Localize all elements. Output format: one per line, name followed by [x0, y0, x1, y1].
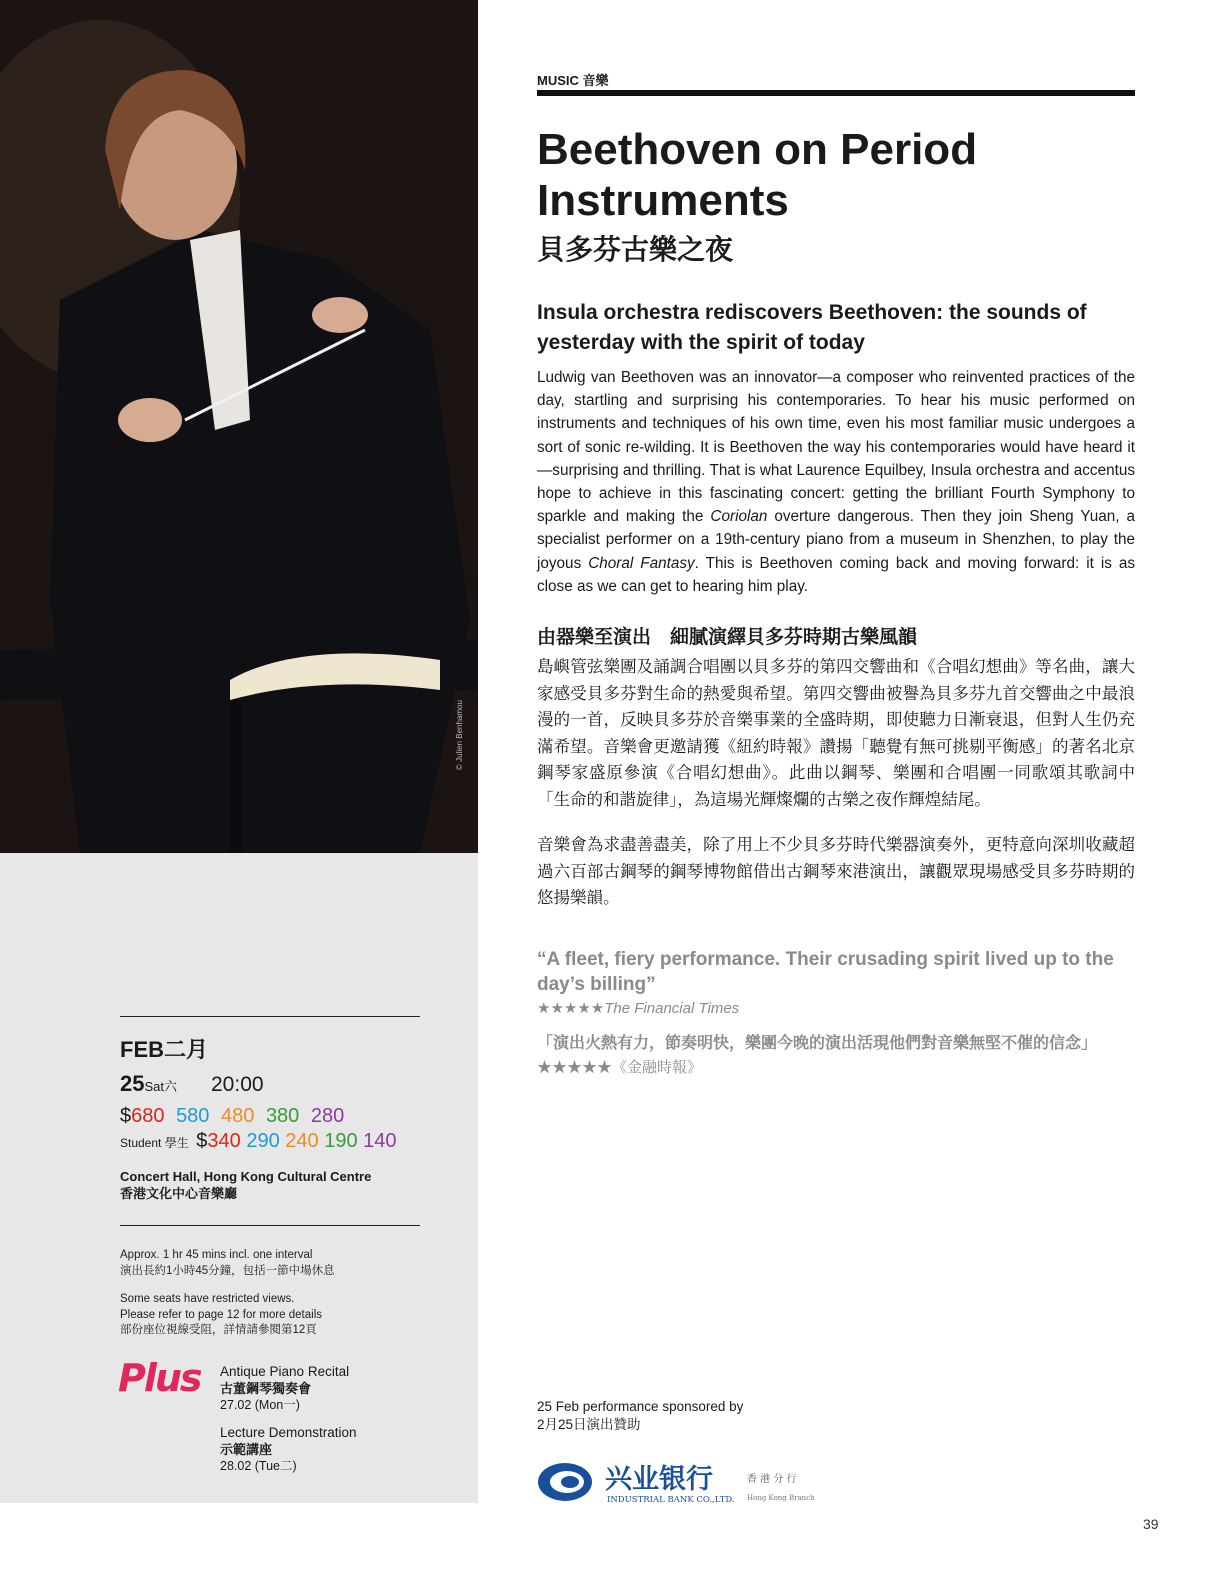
duration-en: Approx. 1 hr 45 mins incl. one interval: [120, 1249, 313, 1261]
plus-event-date: 27.02 (Mon一): [220, 1398, 300, 1412]
header-rule: [537, 90, 1135, 96]
bank-name-zh: 兴业银行: [605, 1464, 713, 1495]
student-prices: [120, 1130, 397, 1153]
bank-name-en: INDUSTRIAL BANK CO.,LTD.: [607, 1495, 735, 1505]
student-label: Student 學生: [120, 1136, 189, 1150]
plus-event-date: 28.02 (Tue二): [220, 1459, 297, 1473]
zh-heading: 由器樂至演出 細膩演繹貝多芬時期古樂風韻: [537, 627, 918, 648]
plus-event-title-zh: 古董鋼琴獨奏會: [220, 1381, 312, 1396]
review-source-zh: 《金融時報》: [612, 1059, 703, 1076]
price-1: 680: [131, 1105, 165, 1127]
zh-paragraph-1: 島嶼管弦樂團及誦調合唱團以貝多芬的第四交響曲和《合唱幻想曲》等名曲，讓大家感受貝多芬對生命的熱愛與希望。第四交響曲被譽為貝多芬九首交響曲之中最浪漫的一首，反映貝多芬於音樂事業的全盛時期，即使聽力日漸衰退，但對人生仍充滿希望。音樂會更邀請獲《紐約時報》讚揚「聽覺有無可挑剔平衡感」的著名北京鋼琴家盛原參演《合唱幻想曲》。此曲以鋼琴、樂團和合唱團一同歌頌其歌詞中「生命的和諧旋律」，為這場光輝燦爛的古樂之夜作輝煌結尾。: [537, 658, 1135, 809]
page-title-zh: 貝多芬古樂之夜: [537, 234, 734, 265]
review-credit: [537, 999, 739, 1017]
sponsor-zh: 2月25日演出贊助: [537, 1417, 641, 1432]
work-title-coriolan: Coriolan: [710, 508, 768, 526]
seats-zh: 部份座位視線受阻，詳情請參閱第12頁: [120, 1324, 317, 1336]
ticket-prices: [120, 1105, 350, 1128]
plus-event-title: Antique Piano Recital: [220, 1364, 350, 1379]
sponsor-en: 25 Feb performance sponsored by: [537, 1399, 744, 1414]
subtitle-line-2: yesterday with the spirit of today: [537, 331, 865, 354]
student-price-4: 190: [324, 1130, 358, 1152]
event-day: 25: [120, 1071, 145, 1096]
student-price-3: 240: [285, 1130, 319, 1152]
seat-notice: [120, 1292, 322, 1339]
zh-paragraph-2: 音樂會為求盡善盡美，除了用上不少貝多芬時代樂器演奏外，更特意向深圳收藏超過六百部古鋼琴的鋼琴博物館借出古鋼琴來港演出，讓觀眾現場感受貝多芬時期的悠揚樂韻。: [537, 836, 1135, 907]
plus-logo: Plus: [118, 1356, 201, 1400]
venue-zh: 香港文化中心音樂廳: [120, 1186, 238, 1201]
venue: [120, 1168, 371, 1202]
review-quote-zh: 「演出火熱有力，節奏明快，樂團今晚的演出活現他們對音樂無堅不催的信念」: [537, 1035, 1098, 1052]
photo-credit: © Julien Benhamou: [455, 700, 464, 770]
divider: [120, 1225, 420, 1226]
subtitle-line-1: Insula orchestra rediscovers Beethoven: the sounds of: [537, 301, 1087, 324]
duration-info: [120, 1248, 335, 1279]
price-3: 480: [221, 1105, 255, 1127]
subtitle: [537, 298, 1137, 358]
branch-zh: 香 港 分 行: [747, 1474, 797, 1485]
page-number: 39: [1143, 1516, 1159, 1532]
sponsor-logo: [537, 1458, 815, 1513]
rating-stars: ★★★★★: [537, 1059, 613, 1076]
sponsor-text: [537, 1398, 743, 1434]
conductor-photo: [0, 0, 478, 853]
page-title: [537, 124, 977, 226]
event-month: FEB二月: [120, 1037, 209, 1062]
currency-symbol: $: [196, 1130, 208, 1152]
body-text-en: [537, 366, 1135, 598]
review-source: The Financial Times: [604, 1000, 740, 1017]
seats-en-1: Some seats have restricted views.: [120, 1293, 295, 1305]
price-5: 280: [310, 1105, 345, 1127]
currency-symbol: $: [120, 1105, 132, 1127]
student-price-1: 340: [207, 1130, 241, 1152]
plus-event-2[interactable]: [220, 1424, 357, 1475]
duration-zh: 演出長約1小時45分鐘，包括一節中場休息: [120, 1264, 335, 1277]
body-part-3: . This is Beethoven coming back and moving forward: it is as close as we can get to hearing him play.: [537, 554, 1135, 595]
venue-en: Concert Hall, Hong Kong Cultural Centre: [120, 1169, 372, 1184]
work-title-choral-fantasy: Choral Fantasy: [588, 554, 695, 572]
review-credit-zh: [537, 1056, 702, 1077]
event-time: 20:00: [211, 1073, 264, 1096]
body-part-1: Ludwig van Beethoven was an innovator—a composer who reinvented practices of the day, startling and surprising his contemporaries. To hear his music performed on instruments and techniques of his own time, even his most familiar music undergoes a sort of sonic re-wilding. It is Beethoven the way his contemporaries would have heard it—surprising and thrilling. That is what Laurence Equilbey, Insula orchestra and accentus hope to achieve in this fascinating concert: getting the brilliant Fourth Symphony to sparkle and making the: [537, 369, 1135, 526]
title-line-2: Instruments: [537, 176, 789, 225]
divider: [120, 1016, 420, 1017]
student-price-5: 140: [363, 1130, 397, 1152]
branch-en: Hong Kong Branch: [747, 1494, 815, 1502]
seats-en-2: Please refer to page 12 for more details: [120, 1308, 323, 1321]
price-2: 580: [176, 1105, 210, 1127]
plus-event-title: Lecture Demonstration: [220, 1425, 357, 1440]
review-quote: “A fleet, fiery performance. Their crusading spirit lived up to the day’s billing”: [537, 949, 1114, 995]
plus-event-title-zh: 示範講座: [220, 1442, 273, 1457]
section-tag: MUSIC 音樂: [537, 73, 609, 88]
event-weekday: Sat六: [144, 1079, 177, 1094]
rating-stars: ★★★★★: [537, 1000, 605, 1017]
event-date: [120, 1071, 264, 1097]
plus-event-1[interactable]: [220, 1363, 349, 1414]
price-4: 380: [265, 1105, 300, 1127]
student-price-2: 290: [246, 1130, 280, 1152]
title-line-1: Beethoven on Period: [537, 125, 978, 174]
body-part-2: overture dangerous. Then they join Sheng Yuan, a specialist performer on a 19th-century piano from a museum in Shenzhen, to play the joyous: [537, 508, 1135, 572]
